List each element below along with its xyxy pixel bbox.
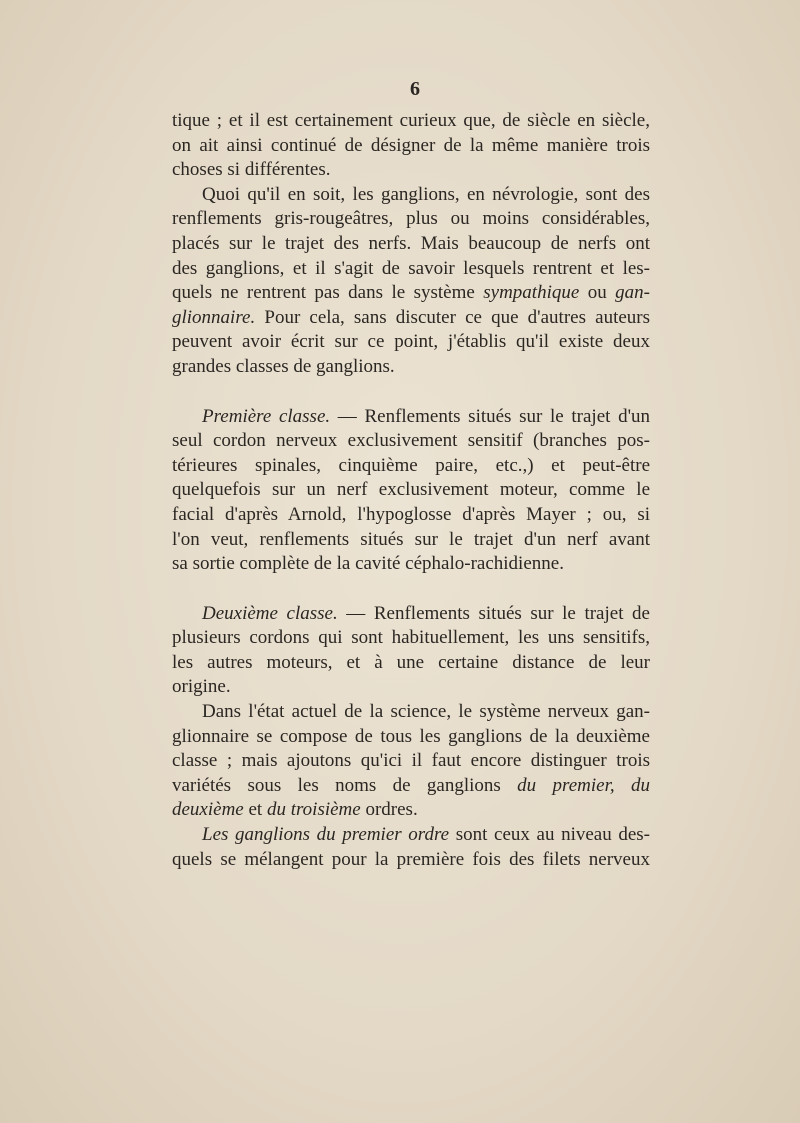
text-line: Première classe. — Renflements situés sur le trajet d'un (202, 405, 650, 427)
text-line: facial d'après Arnold, l'hypoglosse d'après Mayer ; ou, si (172, 503, 650, 525)
text-line: seul cordon nerveux exclusivement sensitif (branches pos- (172, 430, 650, 452)
text-line: quels ne rentrent pas dans le système sympathique ou gan- (172, 282, 650, 304)
text-line: des ganglions, et il s'agit de savoir lesquels rentrent et les- (172, 257, 650, 279)
section-label: Deuxième classe. (202, 602, 338, 624)
text-line: grandes classes de ganglions. (172, 355, 395, 377)
text-line: on ait ainsi continué de désigner de la même manière trois (172, 134, 650, 156)
text-line: choses si différentes. (172, 159, 331, 181)
text-line: classe ; mais ajoutons qu'ici il faut encore distinguer trois (172, 750, 650, 772)
text-line: plusieurs cordons qui sont habituellement, les uns sensitifs, (172, 627, 650, 649)
text-line: Les ganglions du premier ordre sont ceux au niveau des- (202, 824, 650, 846)
text-line: sa sortie complète de la cavité céphalo-rachidienne. (172, 553, 564, 575)
text-line: quels se mélangent pour la première fois des filets nerveux (172, 848, 650, 870)
text-line: peuvent avoir écrit sur ce point, j'établis qu'il existe deux (172, 331, 650, 353)
text-line: Quoi qu'il en soit, les ganglions, en névrologie, sont des (202, 183, 650, 205)
text-line: quelquefois sur un nerf exclusivement moteur, comme le (172, 479, 650, 501)
text-line: les autres moteurs, et à une certaine distance de leur (172, 651, 650, 673)
text-line: glionnaire se compose de tous les ganglions de la deuxième (172, 725, 650, 747)
text-line: Dans l'état actuel de la science, le système nerveux gan- (202, 701, 650, 723)
page-number: 6 (410, 78, 420, 100)
text-line: térieures spinales, cinquième paire, etc.,) et peut-être (172, 454, 650, 476)
text-line: glionnaire. Pour cela, sans discuter ce que d'autres auteurs (172, 306, 650, 328)
text-line: variétés sous les noms de ganglions du premier, du (172, 774, 650, 796)
section-label: Première classe. (202, 405, 331, 427)
body-text (172, 109, 650, 872)
text-line: tique ; et il est certainement curieux que, de siècle en siècle, (172, 110, 650, 131)
text-line: deuxième et du troisième ordres. (172, 799, 418, 821)
text-line: placés sur le trajet des nerfs. Mais beaucoup de nerfs ont (172, 232, 650, 254)
text-line: origine. (172, 676, 231, 698)
text-line: Deuxième classe. — Renflements situés sur le trajet de (202, 602, 650, 624)
text-line: renflements gris-rougeâtres, plus ou moins considérables, (172, 208, 650, 230)
text-line: l'on veut, renflements situés sur le trajet d'un nerf avant (172, 528, 650, 550)
